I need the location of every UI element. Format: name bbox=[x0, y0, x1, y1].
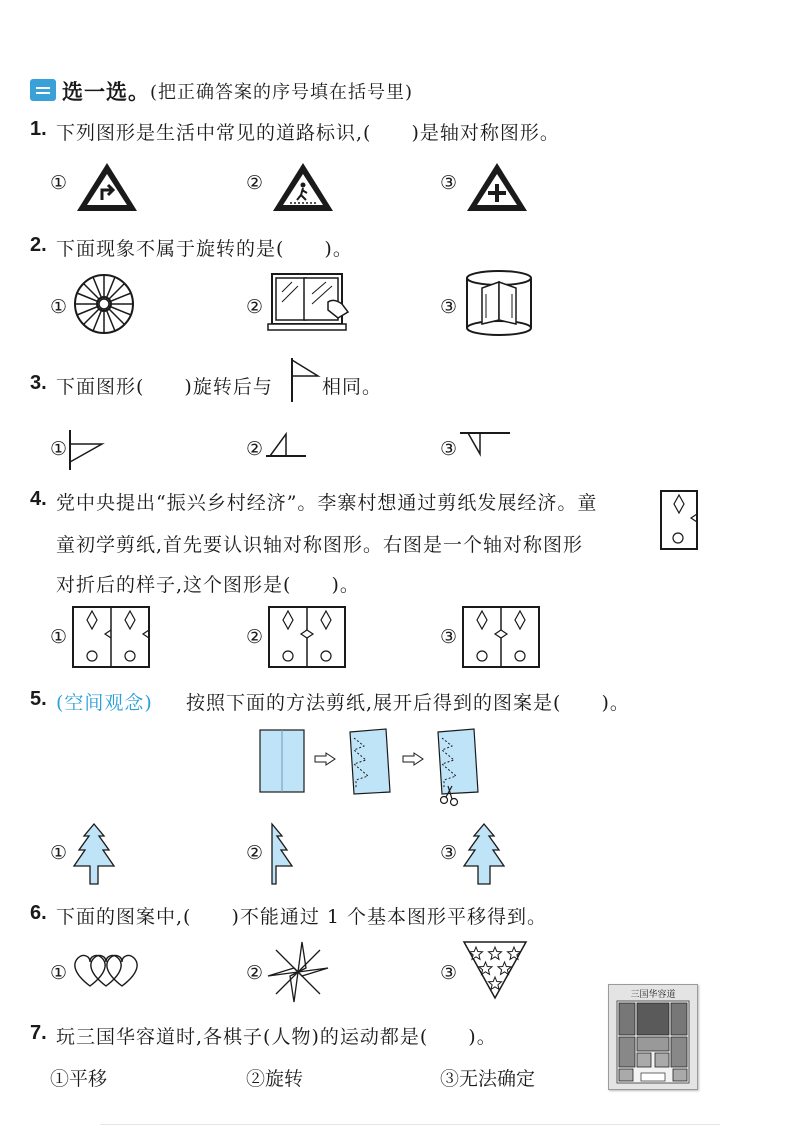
q3-number: 3. bbox=[30, 372, 47, 394]
sliding-window-icon bbox=[268, 272, 352, 334]
bottom-divider bbox=[100, 1124, 720, 1125]
board-grid-icon bbox=[617, 1001, 689, 1083]
q3-text-a: 下面图形( )旋转后与 bbox=[56, 376, 273, 398]
q3-option-2[interactable]: ② bbox=[246, 438, 264, 460]
q6-option-2[interactable]: ② bbox=[246, 962, 264, 984]
star-triangle-icon bbox=[462, 938, 528, 1000]
q4-number: 4. bbox=[30, 488, 47, 510]
section-badge-icon bbox=[30, 79, 56, 101]
q5-option-1[interactable]: ① bbox=[50, 842, 68, 864]
q5-tag: (空间观念) bbox=[56, 692, 153, 714]
q2-number: 2. bbox=[30, 234, 47, 256]
tree-full-icon bbox=[72, 822, 116, 888]
wheel-icon bbox=[72, 272, 136, 336]
q1-text: 下列图形是生活中常见的道路标识,( )是轴对称图形。 bbox=[56, 122, 560, 144]
q4-line-1: 党中央提出“振兴乡村经济”。李寨村想通过剪纸发展经济。童 bbox=[56, 492, 598, 514]
q4-line-2: 童初学剪纸,首先要认识轴对称图形。右图是一个轴对称图形 bbox=[56, 534, 584, 556]
paper-step-2-icon bbox=[346, 728, 392, 794]
pedestrian-sign-icon bbox=[270, 160, 336, 214]
q4-option-1[interactable]: ① bbox=[50, 626, 68, 648]
q7-text: 玩三国华容道时,各棋子(人物)的运动都是( )。 bbox=[56, 1026, 497, 1048]
huarongdao-board-image bbox=[608, 984, 698, 1090]
q4-shape-c-icon bbox=[462, 606, 540, 668]
q2-option-1[interactable]: ① bbox=[50, 296, 68, 318]
crossroad-sign-icon bbox=[464, 160, 530, 214]
q2-option-2[interactable]: ② bbox=[246, 296, 264, 318]
hearts-icon bbox=[70, 950, 142, 990]
q1-option-2[interactable]: ② bbox=[246, 172, 264, 194]
q7-option-2[interactable]: ②旋转 bbox=[246, 1068, 304, 1090]
folded-paper-icon bbox=[660, 490, 698, 550]
q4-shape-b-icon bbox=[268, 606, 346, 668]
turn-sign-icon bbox=[74, 160, 140, 214]
flag-down-icon bbox=[66, 430, 106, 470]
section-note: (把正确答案的序号填在括号里) bbox=[150, 82, 414, 103]
arrow-right-icon bbox=[314, 752, 336, 766]
q5-option-2[interactable]: ② bbox=[246, 842, 264, 864]
q1-option-1[interactable]: ① bbox=[50, 172, 68, 194]
section-title: 选一选。 bbox=[62, 79, 150, 104]
q2-option-3[interactable]: ③ bbox=[440, 296, 458, 318]
q5-option-3[interactable]: ③ bbox=[440, 842, 458, 864]
pinwheel-icon bbox=[266, 940, 330, 1004]
board-title: 三国华容道 bbox=[630, 990, 676, 1000]
paper-step-1-icon bbox=[258, 728, 306, 794]
q3-option-3[interactable]: ③ bbox=[440, 438, 458, 460]
tree-long-trunk-icon bbox=[462, 822, 506, 888]
q7-option-1[interactable]: ①平移 bbox=[50, 1068, 108, 1090]
revolving-door-icon bbox=[464, 268, 534, 338]
arrow-right-icon-2 bbox=[402, 752, 424, 766]
paper-step-3-icon bbox=[434, 728, 484, 808]
q5-number: 5. bbox=[30, 688, 47, 710]
q2-text: 下面现象不属于旋转的是( )。 bbox=[56, 238, 353, 260]
q6-option-3[interactable]: ③ bbox=[440, 962, 458, 984]
flag-shape-icon bbox=[290, 358, 320, 402]
flag-right-icon bbox=[460, 430, 510, 460]
q4-option-3[interactable]: ③ bbox=[440, 626, 458, 648]
flag-up-icon bbox=[266, 430, 306, 460]
q1-number: 1. bbox=[30, 118, 47, 140]
q4-line-3: 对折后的样子,这个图形是( )。 bbox=[56, 574, 360, 596]
q4-option-2[interactable]: ② bbox=[246, 626, 264, 648]
q6-text: 下面的图案中,( )不能通过 1 个基本图形平移得到。 bbox=[56, 906, 548, 928]
tree-half-icon bbox=[268, 822, 298, 888]
q7-number: 7. bbox=[30, 1022, 47, 1044]
q3-option-1[interactable]: ① bbox=[50, 438, 68, 460]
q1-option-3[interactable]: ③ bbox=[440, 172, 458, 194]
q4-shape-a-icon bbox=[72, 606, 150, 668]
q7-option-3[interactable]: ③无法确定 bbox=[440, 1068, 536, 1090]
q6-number: 6. bbox=[30, 902, 47, 924]
q3-text-b: 相同。 bbox=[322, 376, 383, 398]
q5-text: 按照下面的方法剪纸,展开后得到的图案是( )。 bbox=[186, 692, 630, 714]
q6-option-1[interactable]: ① bbox=[50, 962, 68, 984]
